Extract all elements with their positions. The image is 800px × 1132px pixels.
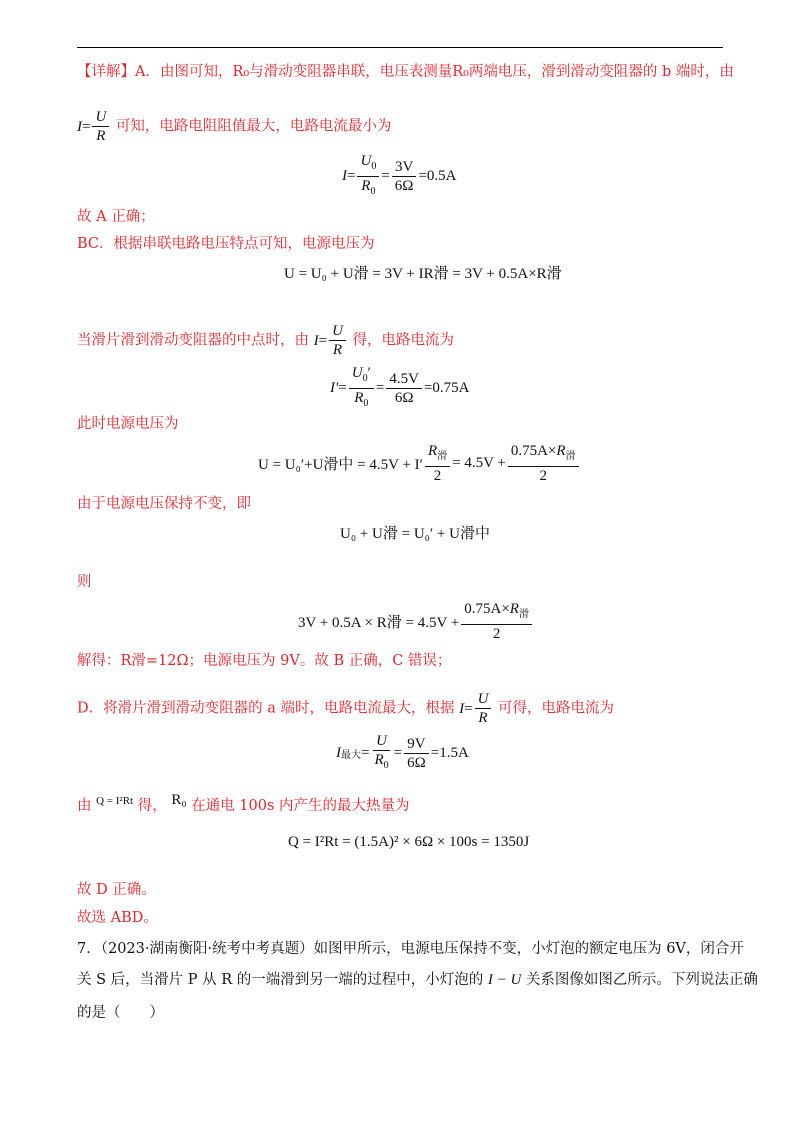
solution-line-8: 则 — [77, 574, 92, 590]
solution-line-9: 解得：R滑=12Ω；电源电压为 9V。故 B 正确，C 错误； — [77, 653, 452, 669]
equation-voltage-equality: U₀ + U滑 = U₀′ + U滑中 — [340, 526, 490, 542]
solution-line-12: 故 D 正确。 — [77, 882, 156, 898]
question-7-line-1: 7．（2023·湖南衡阳·统考中考真题）如图甲所示，电源电压保持不变，小灯泡的额定电压为 6V，闭合开 — [77, 941, 744, 957]
equation-solve: 3V + 0.5A × R滑 = 4.5V + $\frac{0.75A\times R_滑}{2}$ — [298, 600, 534, 643]
solution-line-13: 故选 ABD。 — [77, 910, 158, 926]
equation-min-current: I = $\frac{U_0}{R_0}$ = $\frac{3V}{6\Omega}$ =0.5A — [342, 153, 457, 197]
solution-line-10: D．将滑片滑到滑动变阻器的 a 端时，电路电流最大，根据 I = $\frac{U}{R}$ 可得，电路电流为 — [77, 691, 615, 726]
solution-line-11: 由 Q = I²Rt 得， R₀ 在通电 100s 内产生的最大热量为 — [77, 792, 410, 814]
r0-inline: R₀ — [171, 792, 187, 808]
joule-law-inline: Q = I²Rt — [96, 795, 134, 807]
solution-line-2-text: 可知，电路电阻阻值最大，电路电流最小为 — [115, 118, 392, 135]
header-rule — [77, 47, 723, 48]
solution-line-7: 由于电源电压保持不变，即 — [77, 496, 251, 512]
iu-inline: I − U — [487, 972, 522, 988]
question-7-line-2: 关 S 后，当滑片 P 从 R 的一端滑到另一端的过程中，小灯泡的 I − U 关系图像如图乙所示。下列说法正确 — [77, 972, 758, 988]
solution-line-6: 此时电源电压为 — [77, 416, 179, 432]
ohm-law-inline: I = $\frac{U}{R}$ — [77, 108, 111, 145]
solution-line-4: BC．根据串联电路电压特点可知，电源电压为 — [77, 236, 375, 252]
solution-line-2 — [77, 108, 737, 145]
equation-max-current: I 最大 = $\frac{U}{R_0}$ = $\frac{9V}{6\Omega}$ =1.5A — [336, 733, 469, 771]
ohm-law-inline-3: I = $\frac{U}{R}$ — [459, 690, 493, 727]
solution-line-1: 【详解】A．由图可知，R₀与滑动变阻器串联，电压表测量R₀两端电压，滑到滑动变阻器的 b 端时，由 — [77, 64, 734, 80]
equation-source-voltage-1: U = U₀ + U滑 = 3V + IR滑 = 3V + 0.5A×R滑 — [284, 266, 562, 282]
ohm-law-inline-2: I = $\frac{U}{R}$ — [314, 322, 348, 359]
solution-line-5: 当滑片滑到滑动变阻器的中点时，由 I = $\frac{U}{R}$ 得，电路电流为 — [77, 323, 455, 358]
equation-max-heat: Q = I²Rt = (1.5A)² × 6Ω × 100s = 1350J — [288, 834, 530, 850]
equation-source-voltage-2: U = U₀′+U滑中 = 4.5V + I′ $\frac{R_滑}{2}$ = 4.5V + $\frac{0.75A\times R_滑}{2}$ — [258, 442, 581, 485]
solution-line-3: 故 A 正确； — [77, 209, 155, 225]
equation-mid-current: I′ = $\frac{U_0'}{R_0}$ = $\frac{4.5V}{6\Omega}$ =0.75A — [330, 365, 470, 409]
question-7-line-3: 的是（ ） — [77, 1005, 164, 1021]
